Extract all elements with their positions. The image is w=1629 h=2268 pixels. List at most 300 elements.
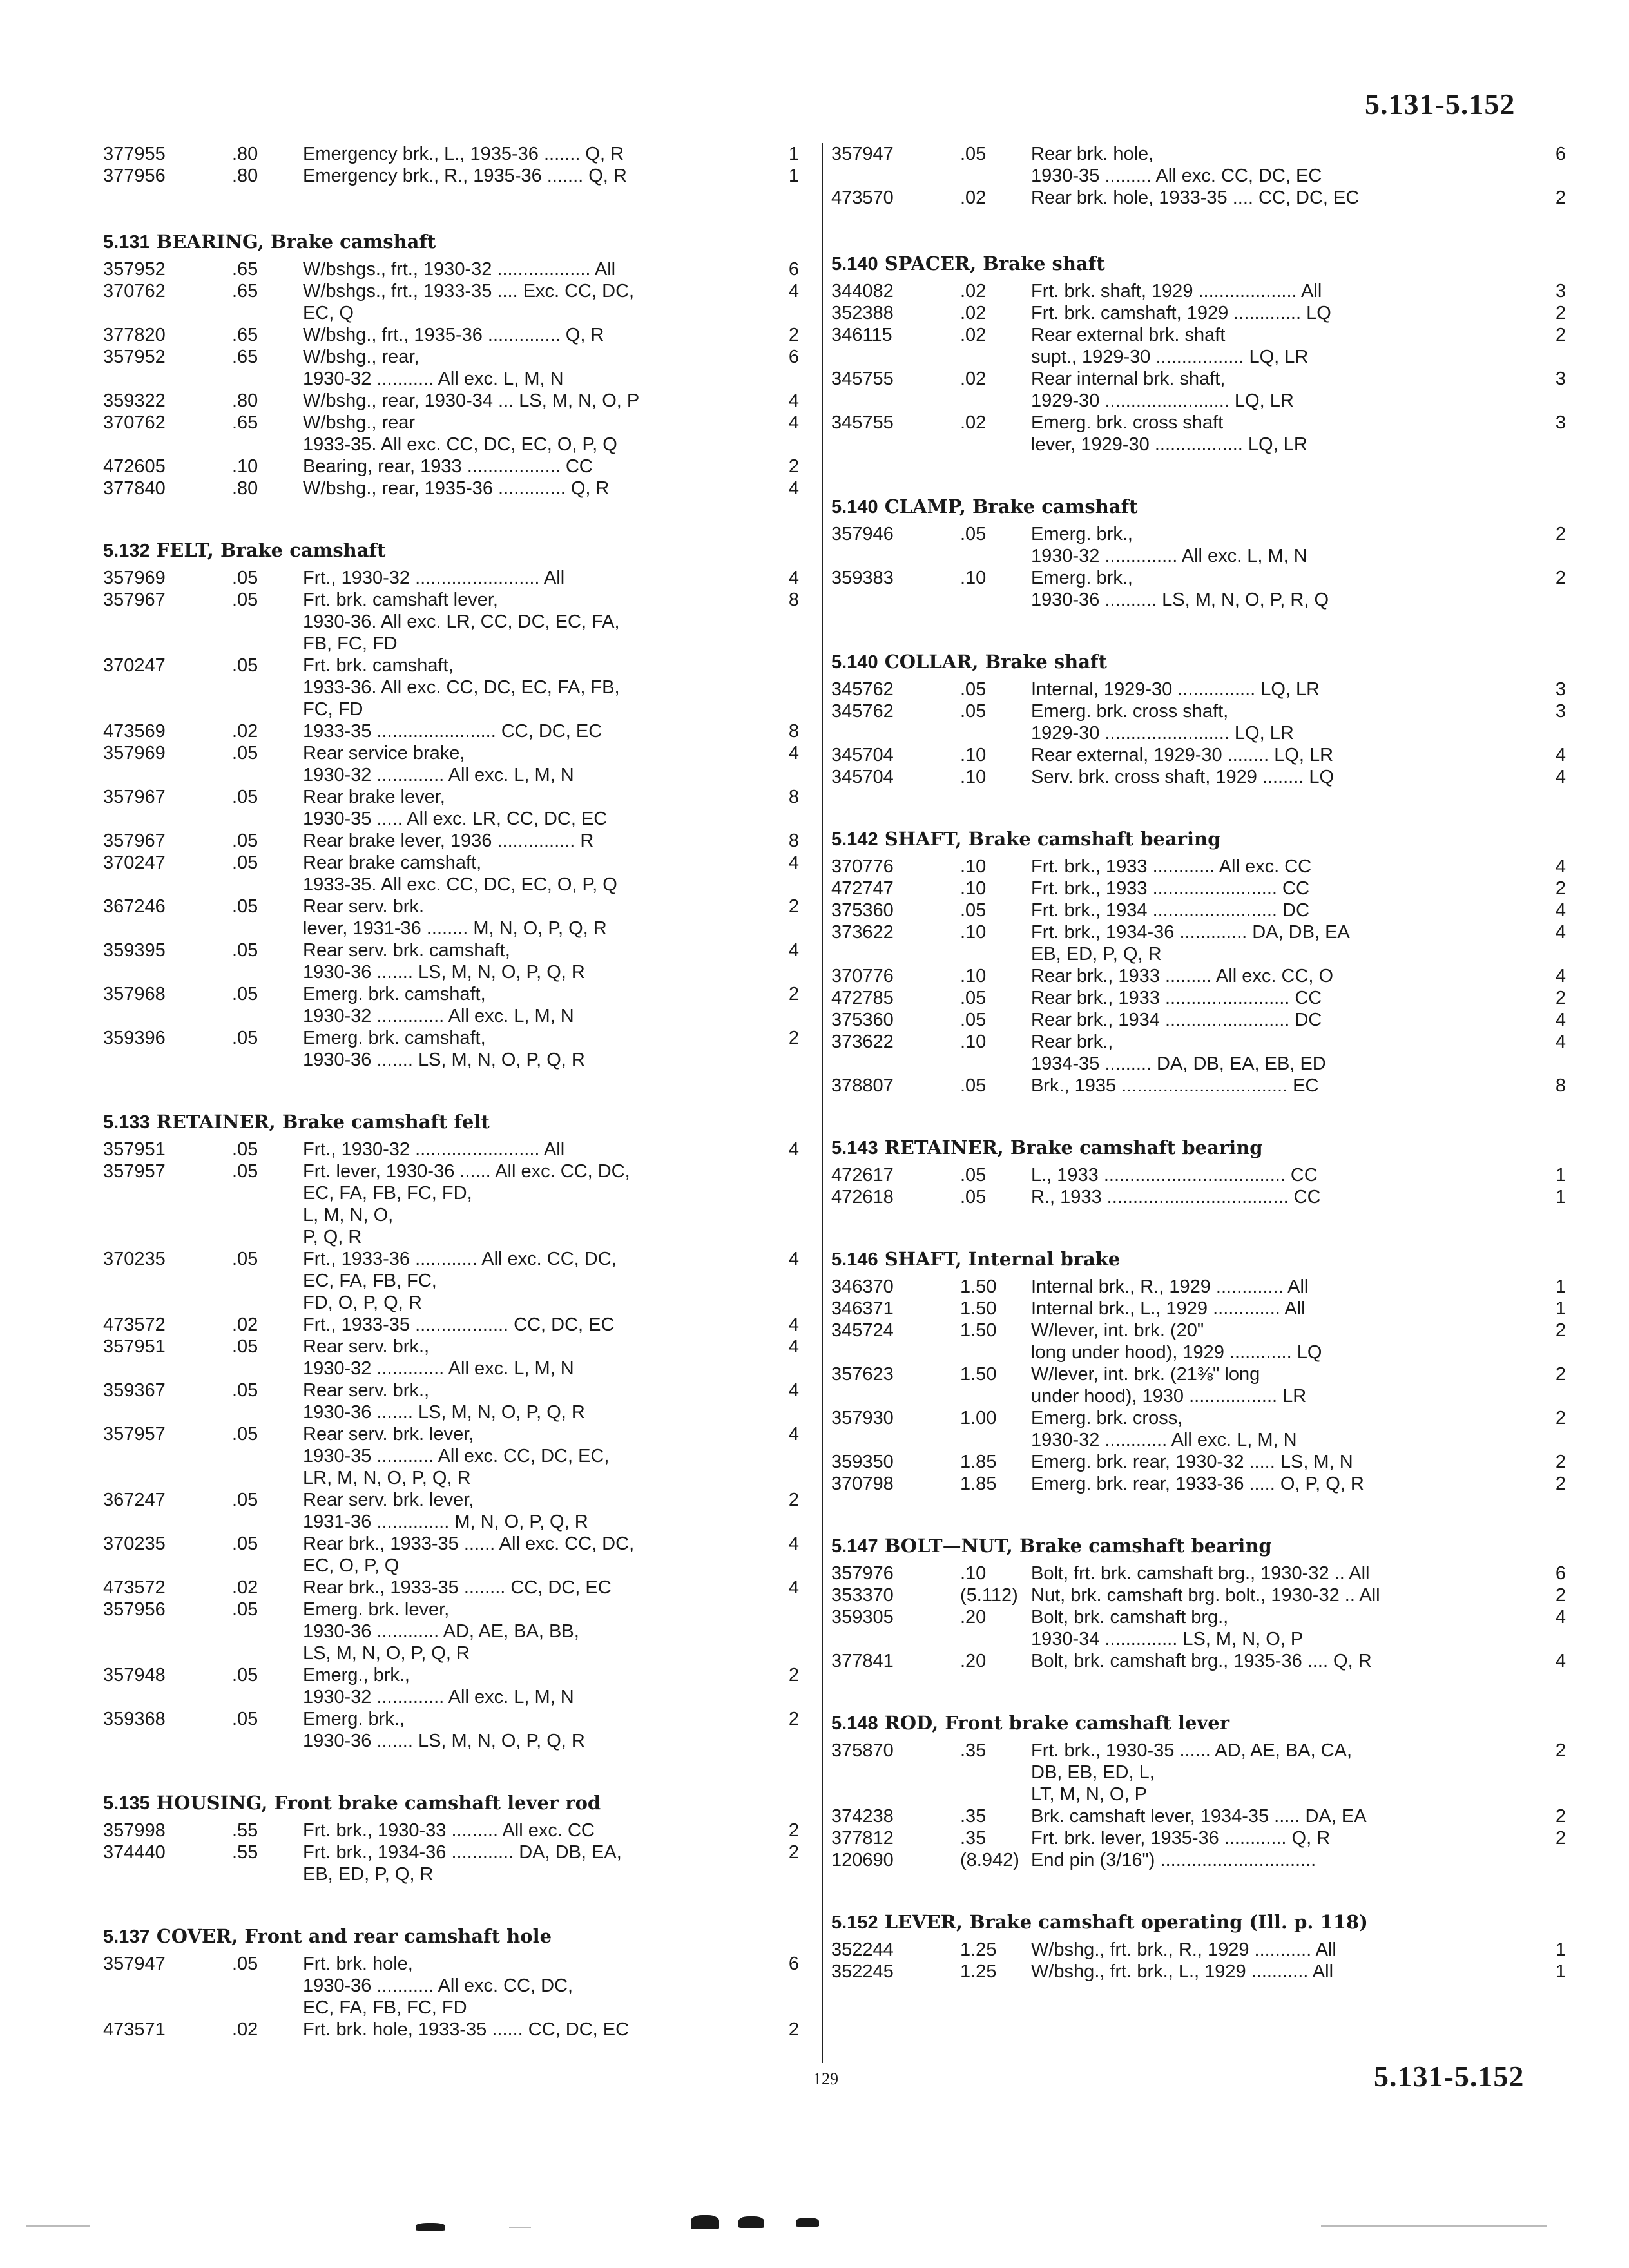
quantity: 3	[1555, 679, 1566, 700]
price: .05	[232, 831, 258, 851]
quantity: 8	[788, 721, 799, 742]
section-title	[103, 231, 799, 253]
price: .05	[232, 1709, 258, 1729]
part-number: 345724	[831, 1320, 894, 1341]
list-item	[103, 2019, 799, 2041]
page-range-header: 5.131-5.152	[1365, 88, 1516, 120]
quantity: 4	[788, 478, 799, 499]
part-number: 359396	[103, 1028, 166, 1048]
quantity: 2	[788, 2019, 799, 2040]
quantity: 4	[788, 1314, 799, 1335]
price: .05	[960, 1187, 987, 1207]
description: Emerg. brk. cross shaft lever, 1929-30 ................. LQ, LR	[1031, 412, 1307, 455]
list-item	[103, 412, 799, 456]
quantity: 8	[788, 590, 799, 610]
price: (5.112)	[960, 1585, 1018, 1606]
section-number: 5.143	[831, 1138, 878, 1158]
quantity: 2	[1555, 878, 1566, 899]
description: Frt. brk. camshaft lever, 1930-36. All exc. LR, CC, DC, EC, FA, FB, FC, FD	[303, 590, 620, 654]
price: .05	[232, 1424, 258, 1445]
list-item	[103, 456, 799, 477]
continued-entries	[831, 143, 1566, 209]
list-item	[103, 786, 799, 830]
list-item	[831, 187, 1566, 209]
part-number: 472605	[103, 456, 166, 477]
section-number: 5.147	[831, 1536, 878, 1557]
description: Serv. brk. cross shaft, 1929 ........ LQ	[1031, 767, 1335, 787]
part-number: 345762	[831, 701, 894, 722]
part-number: 472618	[831, 1187, 894, 1207]
list-item	[103, 720, 799, 742]
scan-line	[1321, 2225, 1547, 2227]
price: .20	[960, 1607, 987, 1628]
quantity: 6	[1555, 144, 1566, 164]
quantity: 2	[788, 1709, 799, 1729]
price: .05	[960, 900, 987, 921]
part-number: 377820	[103, 325, 166, 345]
price: .05	[232, 940, 258, 961]
part-number: 359368	[103, 1709, 166, 1729]
section-title	[103, 539, 799, 562]
quantity: 2	[1555, 1474, 1566, 1494]
description: Rear brk., 1934 ........................ DC	[1031, 1010, 1322, 1030]
list-item	[103, 939, 799, 983]
price: .02	[232, 2019, 258, 2040]
description: End pin (3/16") ..............................	[1031, 1850, 1316, 1870]
list-item	[831, 1562, 1566, 1584]
description: Bolt, frt. brk. camshaft brg., 1930-32 .. All	[1031, 1563, 1370, 1584]
price: .65	[232, 347, 258, 367]
list-item	[103, 1533, 799, 1577]
quantity: 4	[788, 1424, 799, 1445]
part-number: 370247	[103, 852, 166, 873]
description: Frt. brk., 1933 ........................ CC	[1031, 878, 1309, 899]
quantity: 6	[788, 1954, 799, 1974]
list-item	[831, 899, 1566, 921]
list-item	[831, 678, 1566, 700]
part-number: 377955	[103, 144, 166, 164]
list-item	[831, 1939, 1566, 1961]
quantity: 2	[1555, 1806, 1566, 1827]
price: .35	[960, 1806, 987, 1827]
quantity: 2	[1555, 303, 1566, 323]
description: Frt. brk., 1934-36 ............. DA, DB, EA EB, ED, P, Q, R	[1031, 922, 1350, 965]
price: .05	[232, 590, 258, 610]
description: R., 1933 ................................... CC	[1031, 1187, 1321, 1207]
description: Internal brk., R., 1929 ............. All	[1031, 1276, 1309, 1297]
part-number: 375360	[831, 1010, 894, 1030]
description: Rear external brk. shaft supt., 1929-30 ................. LQ, LR	[1031, 325, 1309, 367]
price: .05	[232, 568, 258, 588]
quantity: 2	[788, 456, 799, 477]
page-number: 129	[813, 2070, 838, 2088]
list-item	[831, 1740, 1566, 1805]
list-item	[103, 1423, 799, 1489]
description: Rear brk., 1933-35 ........ CC, DC, EC	[303, 1577, 612, 1598]
quantity: 1	[1555, 1276, 1566, 1297]
list-item	[103, 143, 799, 165]
list-item	[831, 1075, 1566, 1097]
part-number: 370776	[831, 966, 894, 986]
quantity: 1	[788, 144, 799, 164]
price: .05	[232, 1533, 258, 1554]
list-item	[831, 1473, 1566, 1495]
description: W/bshg., frt., 1935-36 .............. Q, R	[303, 325, 604, 345]
quantity: 1	[1555, 1187, 1566, 1207]
ink-blot	[416, 2223, 445, 2231]
list-item	[831, 1650, 1566, 1672]
quantity: 2	[788, 984, 799, 1004]
quantity: 8	[788, 787, 799, 807]
part-number: 345704	[831, 745, 894, 765]
description: Rear brk., 1933 ......... All exc. CC, O	[1031, 966, 1333, 986]
quantity: 2	[1555, 988, 1566, 1008]
quantity: 8	[1555, 1075, 1566, 1096]
list-item	[831, 302, 1566, 324]
quantity: 4	[788, 1249, 799, 1269]
list-item	[103, 1599, 799, 1664]
list-item	[103, 983, 799, 1027]
section-number: 5.152	[831, 1912, 878, 1933]
list-item	[831, 987, 1566, 1009]
description: Rear serv. brk. lever, 1931-36 .............. M, N, O, P, Q, R	[303, 1490, 588, 1532]
catalog-section	[103, 231, 799, 499]
price: .05	[232, 1954, 258, 1974]
description: Frt. brk., 1934 ........................ DC	[1031, 900, 1309, 921]
list-item	[103, 324, 799, 346]
list-item	[103, 896, 799, 939]
price: 1.50	[960, 1320, 997, 1341]
list-item	[831, 280, 1566, 302]
page-range-footer: 5.131-5.152	[1374, 2060, 1525, 2093]
part-number: 346371	[831, 1298, 894, 1319]
price: .05	[960, 524, 987, 544]
part-number: 359322	[103, 390, 166, 411]
quantity: 4	[1555, 1607, 1566, 1628]
section-number: 5.148	[831, 1713, 878, 1734]
price: .05	[960, 701, 987, 722]
quantity: 1	[1555, 1961, 1566, 1982]
part-number: 359350	[831, 1452, 894, 1472]
price: .05	[232, 787, 258, 807]
part-number: 359367	[103, 1380, 166, 1401]
section-number: 5.140	[831, 652, 878, 673]
section-number: 5.137	[103, 1927, 150, 1947]
quantity: 3	[1555, 369, 1566, 389]
description: Rear serv. brk. camshaft, 1930-36 ....... LS, M, N, O, P, Q, R	[303, 940, 585, 983]
description: Emerg. brk. lever, 1930-36 ............ AD, AE, BA, BB, LS, M, N, O, P, Q, R	[303, 1599, 579, 1664]
list-item	[831, 1186, 1566, 1208]
description: W/bshg., rear, 1935-36 ............. Q, R	[303, 478, 610, 499]
left-column	[103, 143, 799, 2081]
section-title	[831, 1911, 1566, 1934]
list-item	[831, 1164, 1566, 1186]
quantity: 3	[1555, 281, 1566, 302]
section-number: 5.135	[103, 1793, 150, 1814]
catalog-section	[103, 1925, 799, 2041]
section-title	[103, 1792, 799, 1814]
description: Frt., 1933-36 ............ All exc. CC, DC, EC, FA, FB, FC, FD, O, P, Q, R	[303, 1249, 617, 1313]
quantity: 2	[1555, 1585, 1566, 1606]
part-number: 345755	[831, 412, 894, 433]
price: .05	[232, 852, 258, 873]
list-item	[103, 1139, 799, 1160]
description: 1933-35 ....................... CC, DC, EC	[303, 721, 602, 742]
ink-blot	[796, 2218, 819, 2227]
quantity	[773, 1599, 799, 1664]
description: Rear service brake, 1930-32 ............. All exc. L, M, N	[303, 743, 574, 785]
list-item	[103, 589, 799, 655]
list-item	[831, 1849, 1566, 1871]
part-number: 353370	[831, 1585, 894, 1606]
description: Rear brake lever, 1936 ............... R	[303, 831, 594, 851]
description: Emergency brk., L., 1935-36 ....... Q, R	[303, 144, 624, 164]
list-item	[831, 700, 1566, 744]
quantity: 1	[1555, 1165, 1566, 1186]
price: 1.00	[960, 1408, 997, 1428]
part-number: 367247	[103, 1490, 166, 1510]
quantity: 2	[1555, 325, 1566, 345]
price: .05	[232, 896, 258, 917]
part-number: 120690	[831, 1850, 894, 1870]
description: W/lever, int. brk. (20" long under hood), 1929 ............ LQ	[1031, 1320, 1322, 1363]
description: Brk. camshaft lever, 1934-35 ..... DA, EA	[1031, 1806, 1367, 1827]
catalog-section	[831, 1535, 1566, 1672]
quantity: 4	[788, 1380, 799, 1401]
part-number: 472747	[831, 878, 894, 899]
part-number: 357947	[831, 144, 894, 164]
quantity: 2	[1555, 1828, 1566, 1849]
quantity: 2	[788, 1665, 799, 1686]
section-heading: COLLAR, Brake shaft	[884, 651, 1107, 673]
part-number: 357976	[831, 1563, 894, 1584]
list-item	[831, 766, 1566, 788]
description: W/bshg., frt. brk., R., 1929 ........... All	[1031, 1939, 1336, 1960]
list-item	[103, 742, 799, 786]
catalog-section	[831, 253, 1566, 456]
quantity: 2	[1555, 1740, 1566, 1761]
price: .65	[232, 325, 258, 345]
quantity: 3	[1555, 412, 1566, 433]
section-title	[831, 1535, 1566, 1557]
part-number: 473571	[103, 2019, 166, 2040]
part-number: 357968	[103, 984, 166, 1004]
description: Frt. brk., 1930-33 ......... All exc. CC	[303, 1820, 595, 1841]
part-number: 472617	[831, 1165, 894, 1186]
part-number: 357957	[103, 1424, 166, 1445]
list-item	[103, 258, 799, 280]
price: .05	[232, 1336, 258, 1357]
list-item	[103, 390, 799, 412]
quantity: 2	[788, 1820, 799, 1841]
price: .05	[232, 1599, 258, 1620]
description: Brk., 1935 ................................ EC	[1031, 1075, 1319, 1096]
description: Rear brk. hole, 1930-35 ......... All exc. CC, DC, EC	[1031, 144, 1322, 186]
description: Rear brk., 1934-35 ......... DA, DB, EA, EB, ED	[1031, 1032, 1326, 1074]
description: Frt. brk., 1934-36 ............ DA, DB, EA, EB, ED, P, Q, R	[303, 1842, 622, 1885]
price: .05	[232, 1139, 258, 1160]
part-number: 352388	[831, 303, 894, 323]
description: Bolt, brk. camshaft brg., 1935-36 .... Q, R	[1031, 1651, 1372, 1671]
price: .05	[960, 1075, 987, 1096]
part-number: 357967	[103, 590, 166, 610]
catalog-section	[103, 1792, 799, 1885]
part-number: 473572	[103, 1577, 166, 1598]
description: Rear brk., 1933-35 ...... All exc. CC, DC, EC, O, P, Q	[303, 1533, 635, 1576]
description: Frt. brk. hole, 1930-36 ........... All exc. CC, DC, EC, FA, FB, FC, FD	[303, 1954, 574, 2018]
catalog-section	[831, 1248, 1566, 1495]
part-number: 377841	[831, 1651, 894, 1671]
section-title	[831, 1137, 1566, 1159]
list-item	[831, 965, 1566, 987]
quantity: 4	[1555, 1651, 1566, 1671]
catalog-section	[831, 1911, 1566, 1983]
section-title	[103, 1925, 799, 1948]
part-number: 472785	[831, 988, 894, 1008]
list-item	[103, 1664, 799, 1708]
list-item	[831, 567, 1566, 611]
right-column	[831, 143, 1566, 2023]
section-heading: ROD, Front brake camshaft lever	[884, 1712, 1229, 1734]
description: Rear serv. brk., 1930-32 ............. All exc. L, M, N	[303, 1336, 574, 1379]
price: .02	[232, 721, 258, 742]
scan-line	[509, 2227, 531, 2228]
quantity: 4	[788, 940, 799, 961]
price: 1.50	[960, 1298, 997, 1319]
description: Rear brake camshaft, 1933-35. All exc. CC, DC, EC, O, P, Q	[303, 852, 617, 895]
catalog-section	[103, 539, 799, 1071]
description: W/bshg., frt. brk., L., 1929 ........... All	[1031, 1961, 1334, 1982]
part-number: 377840	[103, 478, 166, 499]
list-item	[831, 1451, 1566, 1473]
section-heading: BEARING, Brake camshaft	[156, 231, 436, 253]
description: Rear serv. brk. lever, 1931-36 ........ M, N, O, P, Q, R	[303, 896, 607, 939]
price: .05	[960, 679, 987, 700]
price: .80	[232, 478, 258, 499]
description: Frt. brk. hole, 1933-35 ...... CC, DC, EC	[303, 2019, 630, 2040]
part-number: 370247	[103, 655, 166, 676]
section-heading: BOLT—NUT, Brake camshaft bearing	[884, 1535, 1272, 1557]
part-number: 373622	[831, 922, 894, 943]
description: Rear serv. brk., 1930-36 ....... LS, M, N, O, P, Q, R	[303, 1380, 585, 1423]
quantity: 4	[1555, 767, 1566, 787]
quantity: 4	[788, 1533, 799, 1554]
part-number: 346370	[831, 1276, 894, 1297]
price: .02	[960, 303, 987, 323]
section-number: 5.146	[831, 1249, 878, 1270]
price: 1.50	[960, 1364, 997, 1385]
quantity: 4	[1555, 966, 1566, 986]
price: .05	[960, 1010, 987, 1030]
price: .55	[232, 1820, 258, 1841]
price: .02	[960, 369, 987, 389]
list-item	[103, 830, 799, 852]
description: Rear brk., 1933 ........................ CC	[1031, 988, 1322, 1008]
quantity: 4	[788, 1336, 799, 1357]
section-title	[831, 651, 1566, 673]
part-number: 357948	[103, 1665, 166, 1686]
part-number: 357952	[103, 347, 166, 367]
section-heading: LEVER, Brake camshaft operating (Ill. p. 118)	[884, 1911, 1368, 1933]
list-item	[831, 368, 1566, 412]
quantity	[773, 1160, 799, 1248]
list-item	[103, 567, 799, 589]
part-number: 345755	[831, 369, 894, 389]
list-item	[103, 1314, 799, 1336]
price: .05	[960, 1165, 987, 1186]
part-number: 370776	[831, 856, 894, 877]
section-heading: RETAINER, Brake camshaft felt	[156, 1111, 490, 1133]
section-heading: SHAFT, Brake camshaft bearing	[884, 828, 1221, 850]
description: Frt. brk. shaft, 1929 ................... All	[1031, 281, 1322, 302]
section-number: 5.142	[831, 829, 878, 850]
price: .05	[232, 1028, 258, 1048]
list-item	[103, 477, 799, 499]
section-title	[831, 495, 1566, 518]
list-item	[831, 1606, 1566, 1650]
part-number: 352244	[831, 1939, 894, 1960]
part-number: 375360	[831, 900, 894, 921]
price: .55	[232, 1842, 258, 1863]
list-item	[103, 1379, 799, 1423]
part-number: 345704	[831, 767, 894, 787]
list-item	[103, 1577, 799, 1599]
description: Rear brk. hole, 1933-35 .... CC, DC, EC	[1031, 187, 1360, 208]
quantity: 4	[1555, 1010, 1566, 1030]
price: .20	[960, 1651, 987, 1671]
description: Nut, brk. camshaft brg. bolt., 1930-32 .. All	[1031, 1585, 1380, 1606]
quantity: 2	[1555, 1452, 1566, 1472]
list-item	[831, 1276, 1566, 1298]
description: Internal, 1929-30 ............... LQ, LR	[1031, 679, 1320, 700]
list-item	[103, 1841, 799, 1885]
section-heading: COVER, Front and rear camshaft hole	[156, 1925, 552, 1947]
continued-entries	[103, 143, 799, 187]
part-number: 359305	[831, 1607, 894, 1628]
list-item	[103, 1708, 799, 1752]
price: 1.85	[960, 1452, 997, 1472]
price: .05	[232, 1665, 258, 1686]
quantity: 2	[788, 1028, 799, 1048]
section-title	[831, 828, 1566, 850]
price: .10	[960, 878, 987, 899]
list-item	[103, 1160, 799, 1248]
description: Internal brk., L., 1929 ............. All	[1031, 1298, 1306, 1319]
description: Bearing, rear, 1933 .................. CC	[303, 456, 593, 477]
section-heading: RETAINER, Brake camshaft bearing	[884, 1137, 1263, 1158]
list-item	[103, 655, 799, 720]
description: W/bshgs., frt., 1933-35 .... Exc. CC, DC, EC, Q	[303, 281, 635, 323]
price: .02	[960, 281, 987, 302]
description: Emerg. brk. camshaft, 1930-36 ....... LS, M, N, O, P, Q, R	[303, 1028, 585, 1070]
quantity: 4	[788, 1577, 799, 1598]
price: .05	[232, 984, 258, 1004]
list-item	[831, 1805, 1566, 1827]
part-number: 357951	[103, 1336, 166, 1357]
quantity: 2	[1555, 524, 1566, 544]
price: .10	[232, 456, 258, 477]
price: 1.25	[960, 1961, 997, 1982]
description: Rear internal brk. shaft, 1929-30 ........................ LQ, LR	[1031, 369, 1294, 411]
part-number: 374238	[831, 1806, 894, 1827]
section-title	[831, 1712, 1566, 1735]
list-item	[831, 324, 1566, 368]
catalog-section	[103, 1111, 799, 1752]
quantity: 4	[1555, 1032, 1566, 1052]
description: Frt. brk. lever, 1935-36 ............ Q, R	[1031, 1828, 1331, 1849]
price: .80	[232, 144, 258, 164]
description: Frt. brk. camshaft, 1929 ............. LQ	[1031, 303, 1331, 323]
